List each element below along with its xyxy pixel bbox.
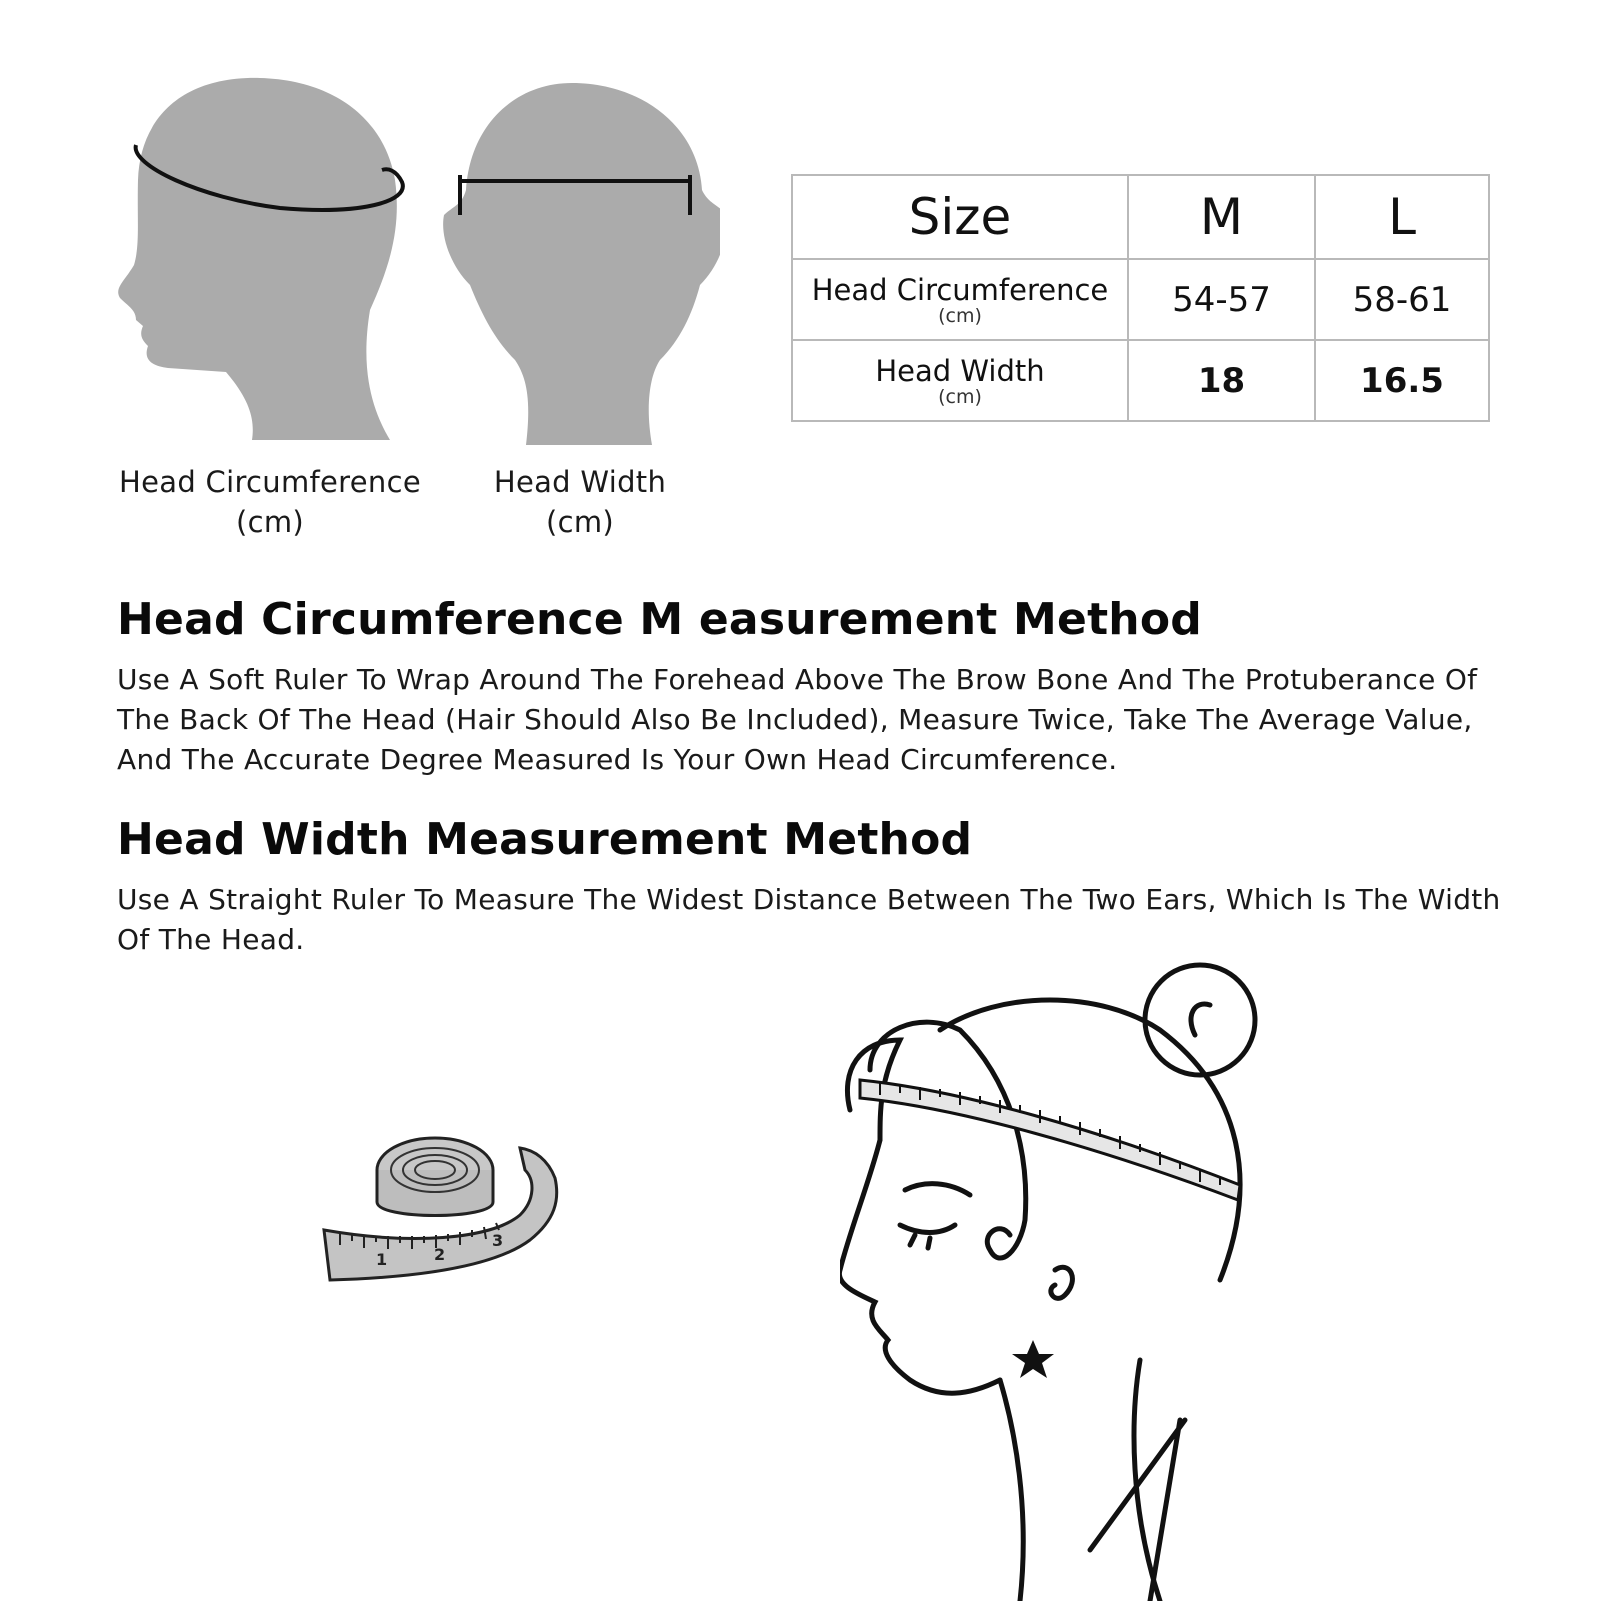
value-l: 16.5 [1360, 360, 1444, 401]
head-width-caption [440, 462, 720, 542]
caption-label: Head Circumference [119, 465, 421, 499]
tape-roll [377, 1138, 493, 1216]
value-m: 18 [1197, 360, 1246, 401]
cell-l [1315, 340, 1489, 421]
cell-l [1315, 259, 1489, 340]
cell-m [1128, 340, 1315, 421]
measuring-tape-illustration [320, 1120, 580, 1320]
measuring-tape-band [860, 1080, 1240, 1200]
size-chart-table [791, 174, 1490, 422]
head-front-silhouette [443, 83, 720, 445]
row-label: Head Circumference [811, 272, 1109, 307]
neck-front [1000, 1380, 1023, 1601]
row-unit: (cm) [938, 304, 982, 327]
width-method-heading: Head Width Measurement Method [117, 814, 973, 865]
header-m: M [1128, 175, 1315, 259]
circumference-method-text: Use A Soft Ruler To Wrap Around The Forehead Above The Brow Bone And The Protuberance Of The Back Of The Head (Hair Should Also Be Included), Measure Twice, Take The Average Value, And The Accurate Degree Measured Is Your Own Head Circumference. [117, 663, 1478, 776]
value-m: 54-57 [1172, 279, 1271, 320]
table-header-row [792, 175, 1489, 259]
eye-lashes [900, 1225, 955, 1248]
row-label-cell [792, 340, 1128, 421]
tape-label-3: 3 [492, 1231, 504, 1250]
head-side-silhouette [118, 78, 397, 440]
table-row [792, 340, 1489, 421]
earring-star [1012, 1340, 1054, 1378]
row-unit: (cm) [938, 385, 982, 408]
ear [1051, 1267, 1073, 1298]
tape-label-2: 2 [434, 1245, 446, 1264]
header-l: L [1315, 175, 1489, 259]
head-front-view-illustration [440, 75, 720, 450]
row-label: Head Width [875, 353, 1045, 388]
caption-label: Head Width [493, 465, 667, 499]
width-method-text: Use A Straight Ruler To Measure The Widest Distance Between The Two Ears, Which Is The Width Of The Head. [117, 883, 1501, 956]
head-side-profile-illustration [110, 70, 420, 450]
bun-swirl [1191, 1004, 1210, 1035]
face-profile [840, 1140, 1000, 1393]
cell-m [1128, 259, 1315, 340]
caption-unit: (cm) [235, 505, 305, 539]
woman-measuring-head-illustration [840, 950, 1310, 1601]
hair-bun [1145, 965, 1255, 1075]
caption-unit: (cm) [545, 505, 615, 539]
table-row [792, 259, 1489, 340]
row-label-cell [792, 259, 1128, 340]
tape-label-1: 1 [376, 1250, 388, 1269]
eyebrow [905, 1184, 970, 1195]
circumference-method-heading: Head Circumference M easurement Method [117, 594, 1202, 645]
value-l: 58-61 [1352, 279, 1452, 320]
head-circumference-caption [100, 462, 440, 542]
header-size: Size [792, 175, 1128, 259]
